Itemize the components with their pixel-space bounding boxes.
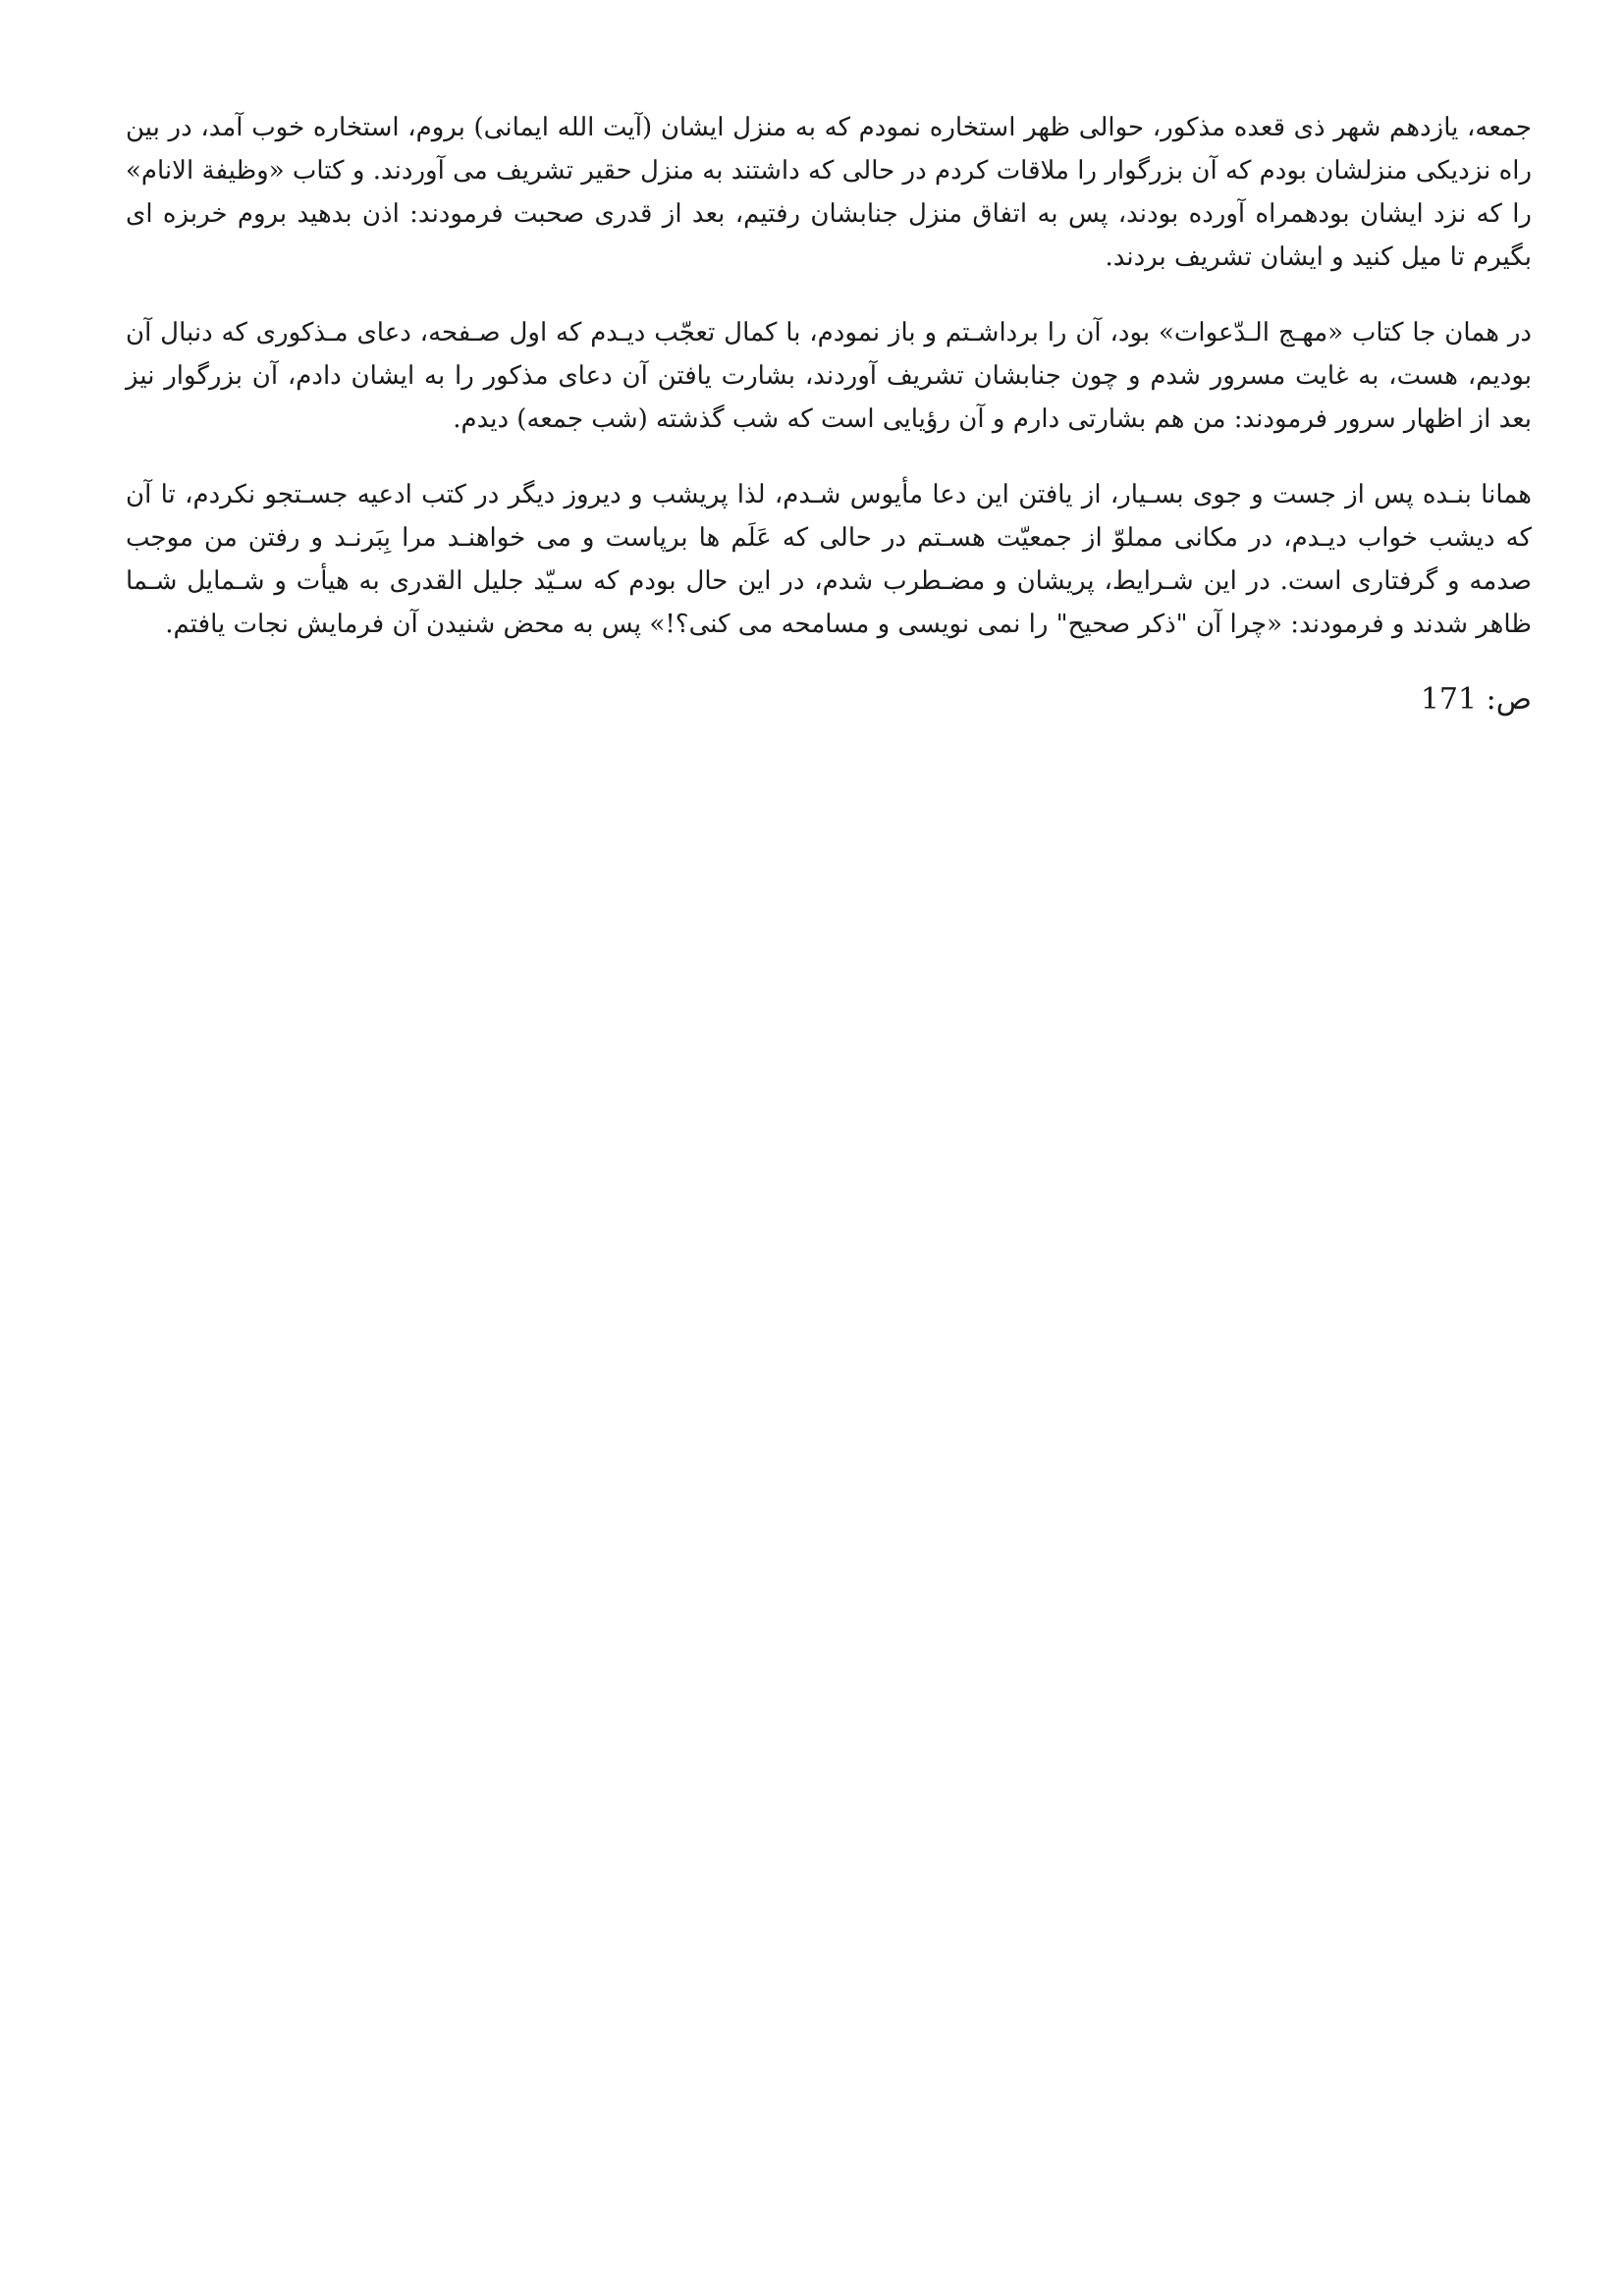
text-column	[126, 106, 1532, 721]
paragraph: در همان جا کتاب «مهـج الـدّعوات» بود، آن را برداشـتم و باز نمودم، با کمال تعجّب دیـدم که اول صـفحه، دعای مـذکوری که دنبال آن بودیم، هست، به غایت مسرور شدم و چون جنابشان تشریف آوردند، بشارت یافتن آن دعای مذکور را به ایشان دادم، آن بزرگوار نیز بعد از اظهار سرور فرمودند: من هم بشارتی دارم و آن رؤیایی است که شب گذشته (شب جمعه) دیدم.	[126, 318, 1532, 434]
page-number: ص: 171	[1420, 682, 1532, 717]
paragraph: جمعه، یازدهم شهر ذی قعده مذکور، حوالی ظهر استخاره نمودم که به منزل ایشان (آیت الله ایمانی) بروم، استخاره خوب آمد، در بین راه نزدیکی منزلشان بودم که آن بزرگوار را ملاقات کردم در حالی که داشتند به منزل حقیر تشریف می آوردند. و کتاب «وظیفة الانام» را که نزد ایشان بودهمراه آورده بودند، پس به اتفاق منزل جنابشان رفتیم، بعد از قدری صحبت فرمودند: اذن بدهید بروم خربزه ای بگیرم تا میل کنید و ایشان تشریف بردند.	[126, 113, 1532, 272]
paragraph: همانا بنـده پس از جست و جوی بسـیار، از یافتن این دعا مأیوس شـدم، لذا پریشب و دیروز دیگر در کتب ادعیه جسـتجو نکردم، تا آن که دیشب خواب دیـدم، در مکانی مملوّ از جمعیّت هسـتم در حالی که عَلَم ها برپاست و می خواهنـد مرا بِبَرنـد و رفتن من موجب صدمه و گرفتاری است. در این شـرایط، پریشان و مضـطرب شدم، در این حال بودم که سـیّد جلیل القدری به هیأت و شـمایل شـما ظاهر شدند و فرمودند: «چرا آن "ذکر صحیح" را نمی نویسی و مسامحه می کنی؟!» پس به محض شنیدن آن فرمایش نجات یافتم.	[126, 480, 1532, 639]
